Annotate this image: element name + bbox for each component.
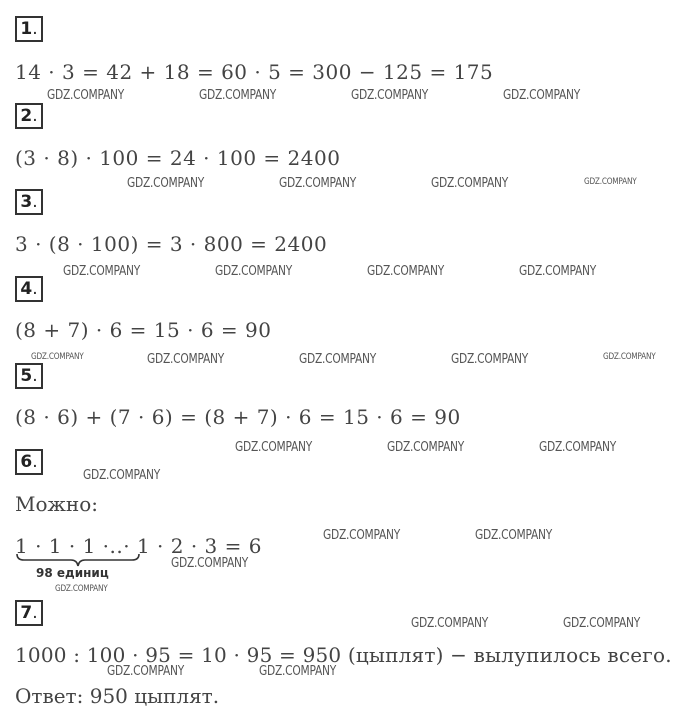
problem-4-expression: (8 + 7) · 6 = 15 · 6 = 90: [15, 318, 272, 342]
watermark: GDZ.COMPANY: [519, 264, 597, 279]
watermark: GDZ.COMPANY: [171, 556, 249, 571]
watermark: GDZ.COMPANY: [279, 176, 357, 191]
problem-7-answer: Ответ: 950 цыплят.: [15, 684, 220, 708]
watermark: GDZ.COMPANY: [31, 352, 84, 362]
problem-7-number: 7.: [15, 600, 43, 626]
ones-product: 1 · 1 · 1 ·..· 1: [15, 534, 151, 558]
watermark: GDZ.COMPANY: [367, 264, 445, 279]
problem-5-number: 5.: [15, 363, 43, 389]
watermark: GDZ.COMPANY: [299, 352, 377, 367]
watermark: GDZ.COMPANY: [584, 177, 637, 187]
problem-4-number: 4.: [15, 276, 43, 302]
watermark: GDZ.COMPANY: [259, 664, 337, 679]
problem-3-expression: 3 · (8 · 100) = 3 · 800 = 2400: [15, 232, 328, 256]
watermark: GDZ.COMPANY: [603, 352, 656, 362]
watermark: GDZ.COMPANY: [323, 528, 401, 543]
watermark: GDZ.COMPANY: [127, 176, 205, 191]
problem-2-number: 2.: [15, 103, 43, 129]
watermark: GDZ.COMPANY: [147, 352, 225, 367]
problem-number-text: 5: [20, 366, 33, 386]
problem-7-expression: 1000 : 100 · 95 = 10 · 95 = 950 (цыплят) − вылупилось всего.: [15, 643, 672, 667]
problem-1-number: 1.: [15, 16, 43, 42]
problem-number-text: 1: [20, 19, 33, 39]
problem-number-text: 7: [20, 603, 33, 623]
problem-number-text: 3: [20, 192, 33, 212]
problem-6-number: 6.: [15, 449, 43, 475]
rest-product: · 2 · 3 = 6: [150, 534, 262, 558]
watermark: GDZ.COMPANY: [539, 440, 617, 455]
problem-number-text: 2: [20, 106, 33, 126]
watermark: GDZ.COMPANY: [411, 616, 489, 631]
problem-number-text: 6: [20, 452, 33, 472]
watermark: GDZ.COMPANY: [475, 528, 553, 543]
watermark: GDZ.COMPANY: [215, 264, 293, 279]
watermark: GDZ.COMPANY: [351, 88, 429, 103]
brace-label: 98 единиц: [36, 566, 109, 580]
problem-1-expression: 14 · 3 = 42 + 18 = 60 · 5 = 300 − 125 = 175: [15, 60, 494, 84]
problem-6-intro: Можно:: [15, 492, 99, 516]
watermark: GDZ.COMPANY: [63, 264, 141, 279]
problem-2-expression: (3 · 8) · 100 = 24 · 100 = 2400: [15, 146, 341, 170]
watermark: GDZ.COMPANY: [55, 584, 108, 594]
problem-3-number: 3.: [15, 189, 43, 215]
watermark: GDZ.COMPANY: [451, 352, 529, 367]
watermark: GDZ.COMPANY: [199, 88, 277, 103]
watermark: GDZ.COMPANY: [47, 88, 125, 103]
watermark: GDZ.COMPANY: [107, 664, 185, 679]
watermark: GDZ.COMPANY: [83, 468, 161, 483]
watermark: GDZ.COMPANY: [387, 440, 465, 455]
watermark: GDZ.COMPANY: [563, 616, 641, 631]
watermark: GDZ.COMPANY: [431, 176, 509, 191]
problem-number-text: 4: [20, 279, 33, 299]
watermark: GDZ.COMPANY: [235, 440, 313, 455]
watermark: GDZ.COMPANY: [503, 88, 581, 103]
problem-5-expression: (8 · 6) + (7 · 6) = (8 + 7) · 6 = 15 · 6 = 90: [15, 405, 461, 429]
